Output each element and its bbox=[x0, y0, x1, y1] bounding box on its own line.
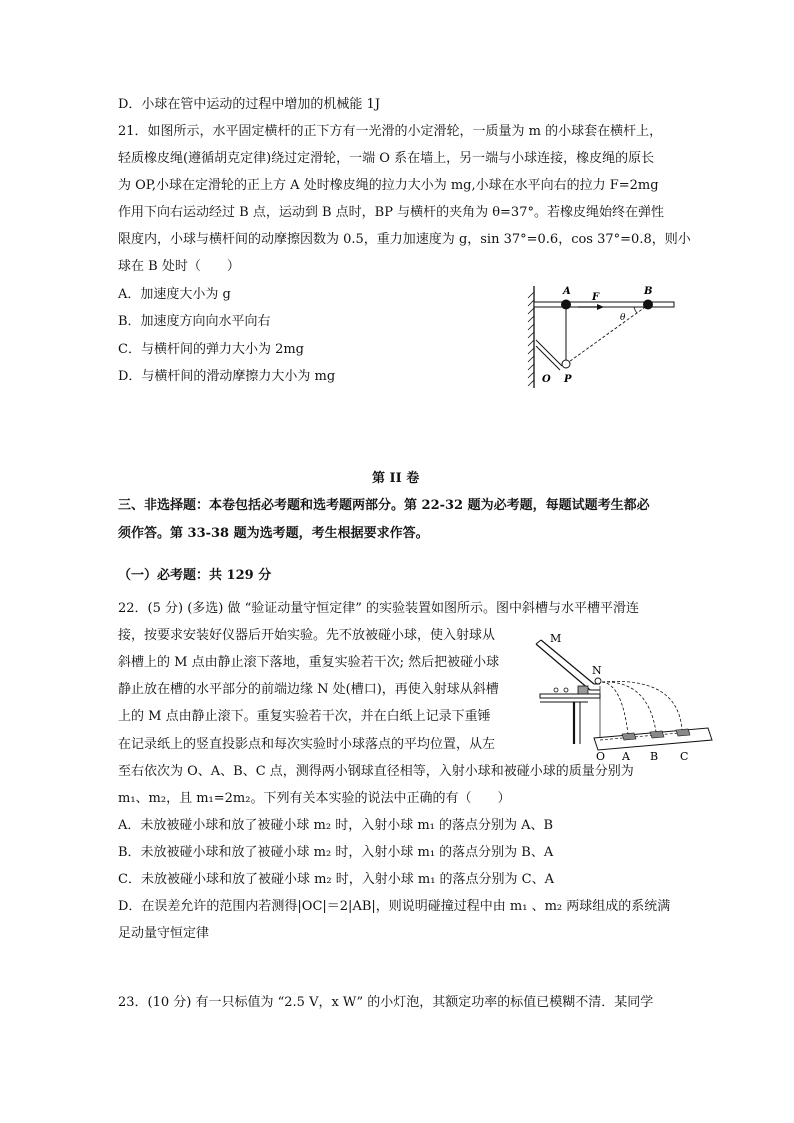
q21-line: 为 OP,小球在定滑轮的正上方 A 处时橡皮绳的拉力大小为 mg,小球在水平向右的拉力 F=2mg bbox=[118, 178, 659, 193]
label-theta: θ bbox=[620, 313, 626, 323]
q22-line: 上的 M 点由静止滚下。重复实验若干次，并在白纸上记录下重锤 bbox=[118, 709, 491, 724]
q21-line: 轻质橡皮绳(遵循胡克定律)绕过定滑轮，一端 O 系在墙上，另一端与小球连接，橡皮绳的原长 bbox=[118, 151, 655, 166]
q22-line: 22．(5 分) (多选) 做 “验证动量守恒定律” 的实验装置如图所示。图中斜槽与水平槽平滑连 bbox=[118, 601, 640, 616]
label-f: F bbox=[592, 292, 600, 303]
q22-line: 接，按要求安装好仪器后开始实验。先不放被碰小球，使入射球从 bbox=[118, 628, 496, 643]
q21-option-b: B．加速度方向向水平向右 bbox=[118, 314, 271, 329]
q21-option-a: A．加速度大小为 g bbox=[118, 287, 231, 302]
q20-option-d: D．小球在管中运动的过程中增加的机械能 1J bbox=[118, 97, 381, 112]
q22-line: m₁、m₂，且 m₁=2m₂。下列有关本实验的说法中正确的有（ ） bbox=[118, 791, 511, 806]
label-p: P bbox=[564, 374, 572, 385]
section-title: 第 II 卷 bbox=[372, 471, 420, 486]
label-o: O bbox=[542, 374, 551, 385]
q22-option-d-cont: 足动量守恒定律 bbox=[118, 926, 210, 941]
q21-line: 限度内，小球与横杆间的动摩擦因数为 0.5，重力加速度为 g，sin 37°=0.6，cos 37°=0.8，则小 bbox=[118, 232, 691, 247]
q22-line: 至右依次为 O、A、B、C 点，测得两小钢球直径相等，入射小球和被碰小球的质量分别为 bbox=[118, 764, 634, 779]
q22-line: 斜槽上的 M 点由静止滚下落地，重复实验若干次; 然后把被碰小球 bbox=[118, 655, 500, 670]
label-a: A bbox=[622, 750, 630, 762]
q21-option-d: D．与横杆间的滑动摩擦力大小为 mg bbox=[118, 369, 336, 384]
label-n: N bbox=[592, 664, 602, 677]
label-b: B bbox=[644, 286, 653, 297]
q21-line: 球在 B 处时（ ） bbox=[118, 259, 240, 274]
q21-option-c: C．与横杆间的弹力大小为 2mg bbox=[118, 342, 304, 357]
q22-option-c: C．未放被碰小球和放了被碰小球 m₂ 时，入射小球 m₁ 的落点分别为 C、A bbox=[118, 872, 555, 887]
q21-line: 作用下向右运动经过 B 点，运动到 B 点时，BP 与横杆的夹角为 θ=37°。若橡皮绳始终在弹性 bbox=[118, 205, 664, 220]
label-a: A bbox=[563, 286, 571, 297]
q22-line: 在记录纸上的竖直投影点和每次实验时小球落点的平均位置，从左 bbox=[118, 737, 496, 752]
q22-option-d: D．在误差允许的范围内若测得|OC|＝2|AB|，则说明碰撞过程中由 m₁ 、m₂ 两球组成的系统满 bbox=[118, 899, 671, 914]
q21-pulley-figure bbox=[522, 280, 682, 392]
label-m: M bbox=[550, 632, 562, 645]
sub-heading: （一）必考题：共 129 分 bbox=[118, 568, 272, 583]
section-intro-line: 须作答。第 33-38 题为选考题，考生根据要求作答。 bbox=[118, 526, 429, 541]
q22-collision-apparatus-figure bbox=[530, 628, 716, 762]
section-intro-line: 三、非选择题：本卷包括必考题和选考题两部分。第 22-32 题为必考题，每题试题考生都必 bbox=[118, 498, 650, 513]
label-o: O bbox=[596, 750, 606, 762]
q22-line: 静止放在槽的水平部分的前端边缘 N 处(槽口)，再使入射球从斜槽 bbox=[118, 682, 499, 697]
q21-line: 21．如图所示，水平固定横杆的正下方有一光滑的小定滑轮，一质量为 m 的小球套在横杆上， bbox=[118, 124, 663, 139]
q22-option-b: B．未放被碰小球和放了被碰小球 m₂ 时，入射小球 m₁ 的落点分别为 B、A bbox=[118, 845, 554, 860]
label-b: B bbox=[650, 750, 659, 762]
q23-line: 23．(10 分) 有一只标值为 “2.5 V，x W” 的小灯泡，其额定功率的标值已模糊不清．某同学 bbox=[118, 995, 654, 1010]
q22-option-a: A．未放被碰小球和放了被碰小球 m₂ 时，入射小球 m₁ 的落点分别为 A、B bbox=[118, 818, 554, 833]
label-c: C bbox=[680, 750, 689, 762]
